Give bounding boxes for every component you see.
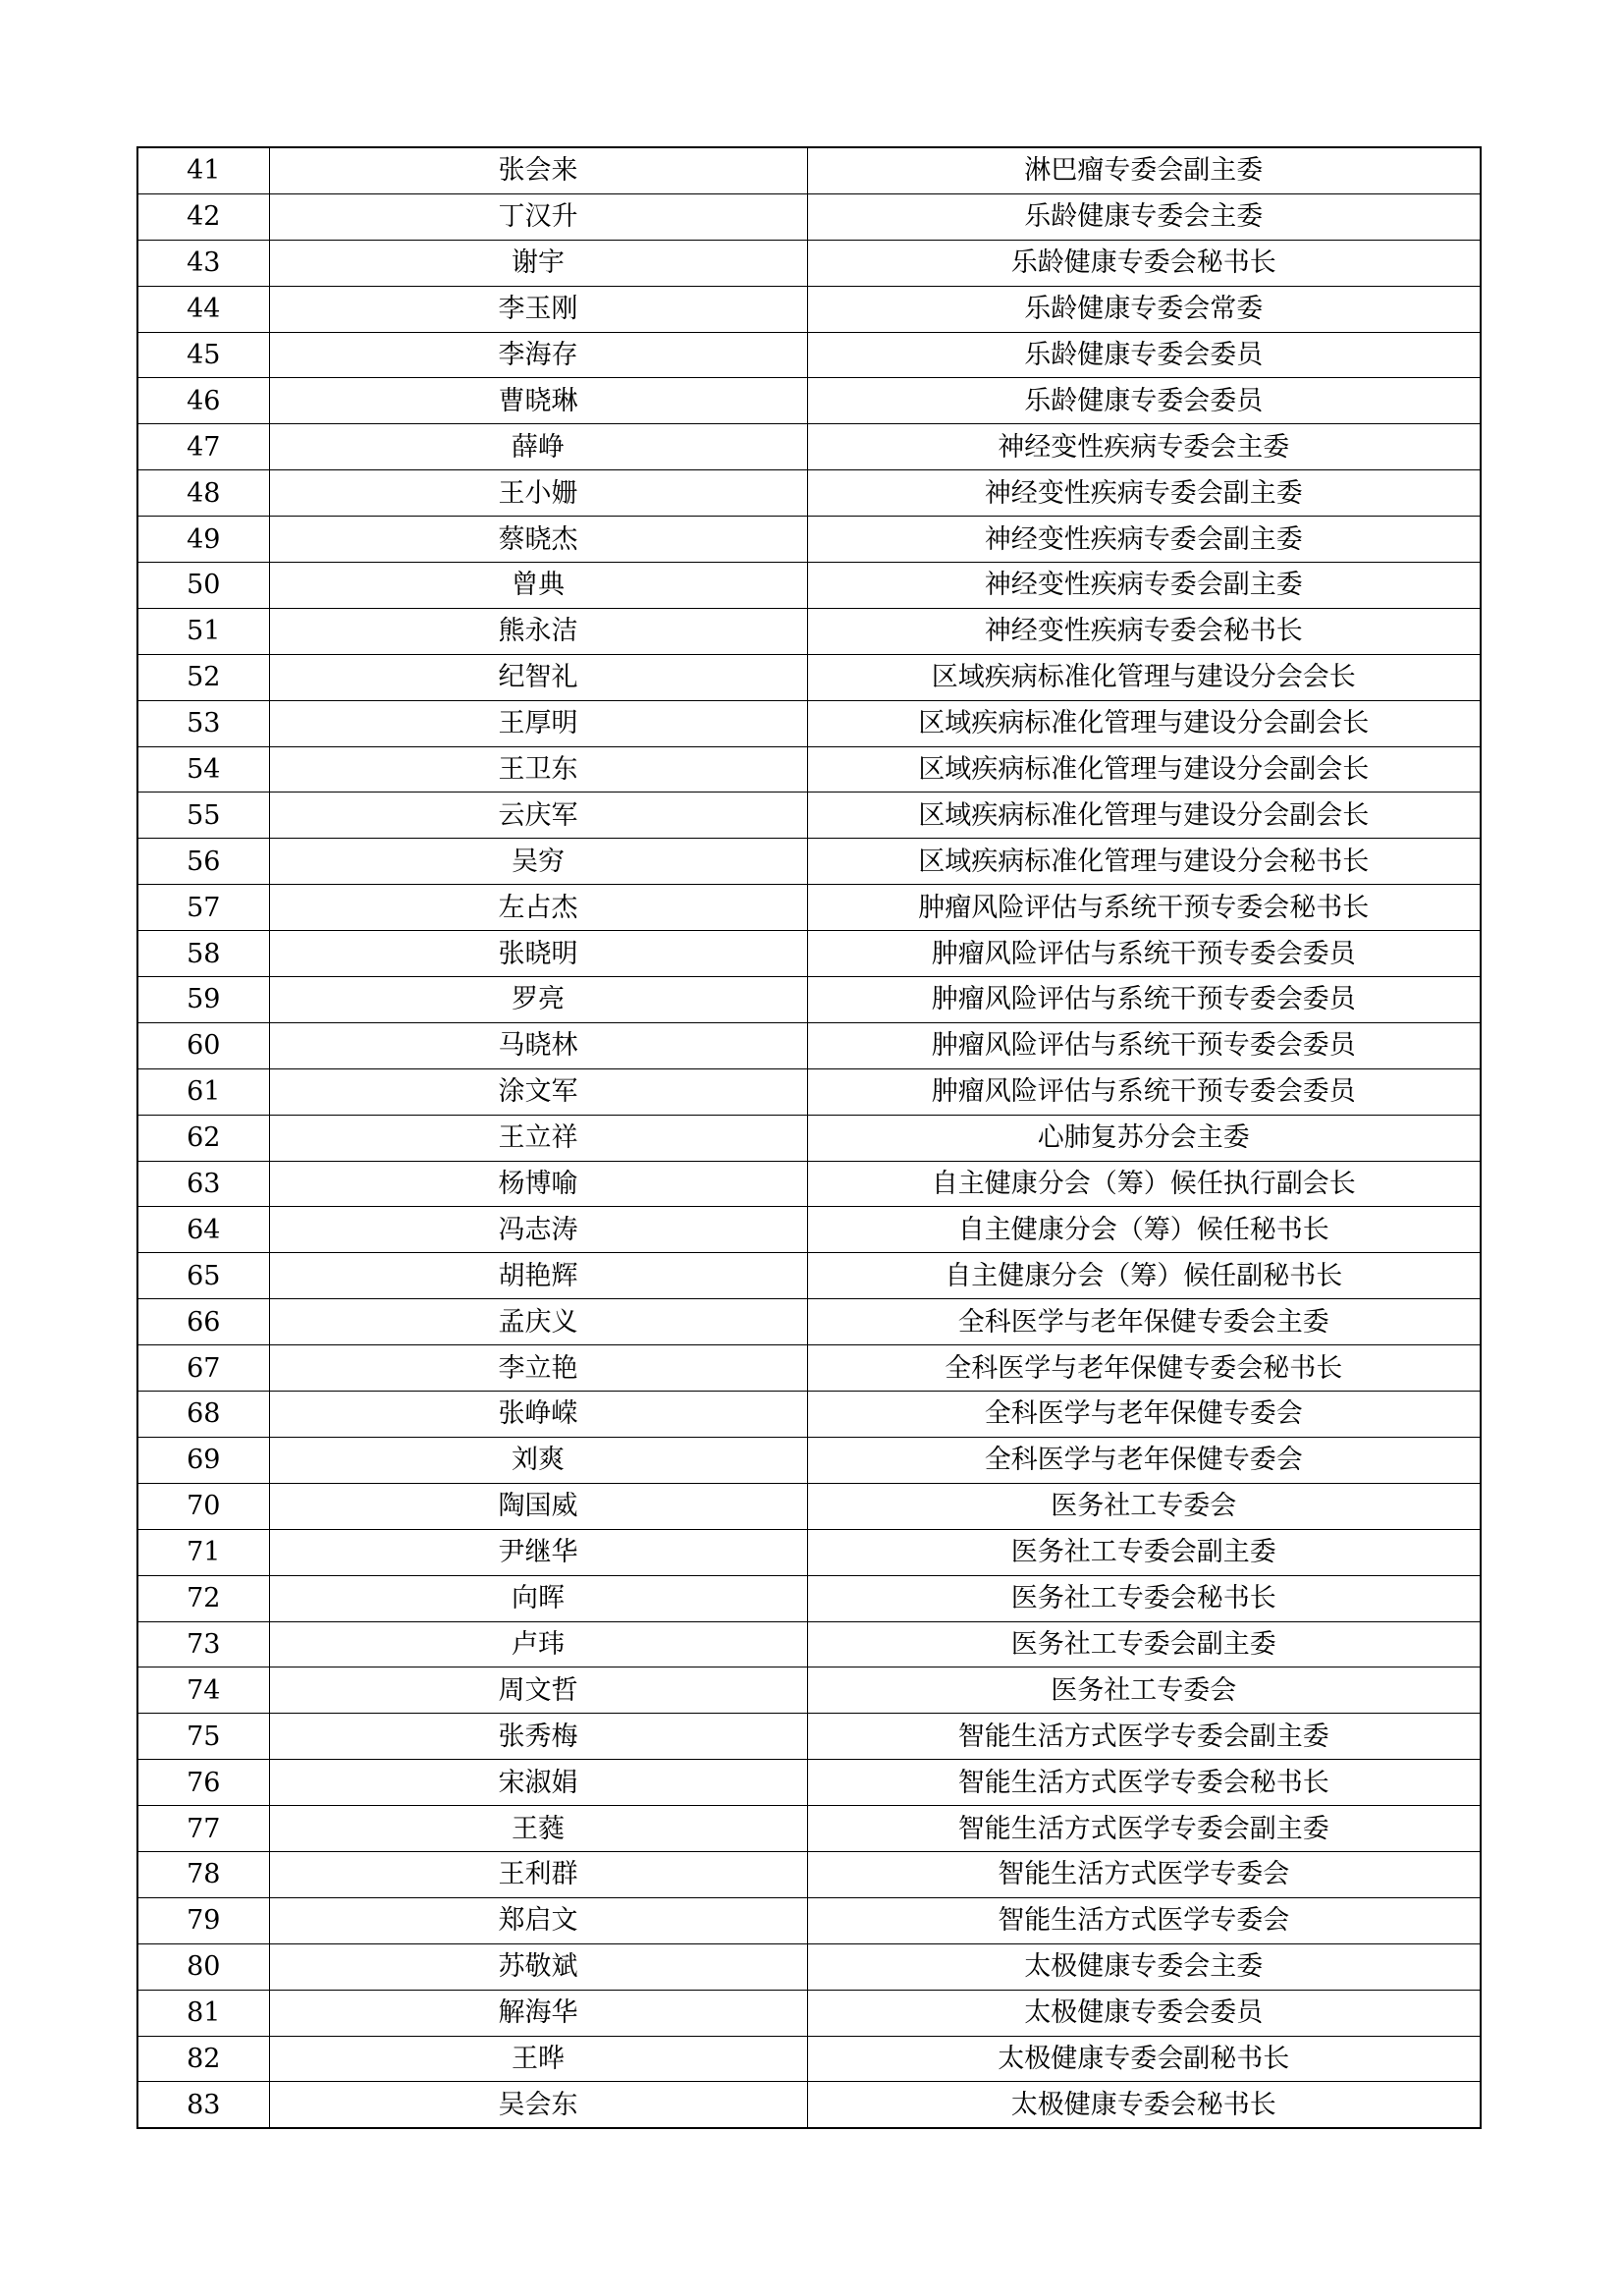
table-row [137, 1897, 1481, 1943]
member-name-cell: 李立艳 [269, 1345, 807, 1392]
member-role-cell: 智能生活方式医学专委会秘书长 [807, 1760, 1481, 1806]
member-name-cell: 郑启文 [269, 1897, 807, 1943]
table-row [137, 793, 1481, 839]
table-row [137, 1207, 1481, 1253]
member-role-cell: 乐龄健康专委会常委 [807, 286, 1481, 332]
member-role-cell: 乐龄健康专委会委员 [807, 378, 1481, 424]
table-row [137, 1851, 1481, 1897]
table-row [137, 1667, 1481, 1714]
row-number-cell: 41 [137, 147, 269, 193]
member-role-cell: 乐龄健康专委会委员 [807, 332, 1481, 378]
row-number-cell: 45 [137, 332, 269, 378]
member-name-cell: 吴穷 [269, 839, 807, 885]
member-name-cell: 苏敬斌 [269, 1943, 807, 1990]
member-name-cell: 王利群 [269, 1851, 807, 1897]
member-role-cell: 智能生活方式医学专委会副主委 [807, 1806, 1481, 1852]
table-row [137, 470, 1481, 517]
member-role-cell: 肿瘤风险评估与系统干预专委会秘书长 [807, 885, 1481, 931]
member-role-cell: 自主健康分会（筹）候任执行副会长 [807, 1161, 1481, 1207]
member-name-cell: 孟庆义 [269, 1299, 807, 1345]
table-row [137, 654, 1481, 700]
table-row [137, 1714, 1481, 1760]
table-row [137, 1806, 1481, 1852]
member-name-cell: 马晓林 [269, 1022, 807, 1068]
table-row [137, 240, 1481, 286]
member-role-cell: 心肺复苏分会主委 [807, 1115, 1481, 1161]
row-number-cell: 54 [137, 746, 269, 793]
table-row [137, 1161, 1481, 1207]
member-name-cell: 向晖 [269, 1575, 807, 1621]
member-table [136, 146, 1482, 2129]
table-row [137, 977, 1481, 1023]
row-number-cell: 47 [137, 424, 269, 470]
table-row [137, 286, 1481, 332]
row-number-cell: 80 [137, 1943, 269, 1990]
member-name-cell: 王立祥 [269, 1115, 807, 1161]
member-role-cell: 神经变性疾病专委会副主委 [807, 563, 1481, 609]
table-row [137, 1575, 1481, 1621]
table-row [137, 1253, 1481, 1299]
row-number-cell: 44 [137, 286, 269, 332]
member-role-cell: 自主健康分会（筹）候任副秘书长 [807, 1253, 1481, 1299]
table-row [137, 193, 1481, 240]
member-role-cell: 区域疾病标准化管理与建设分会秘书长 [807, 839, 1481, 885]
member-role-cell: 智能生活方式医学专委会 [807, 1897, 1481, 1943]
row-number-cell: 77 [137, 1806, 269, 1852]
row-number-cell: 64 [137, 1207, 269, 1253]
member-name-cell: 云庆军 [269, 793, 807, 839]
table-row [137, 1760, 1481, 1806]
row-number-cell: 76 [137, 1760, 269, 1806]
row-number-cell: 51 [137, 608, 269, 654]
member-name-cell: 吴会东 [269, 2082, 807, 2128]
row-number-cell: 48 [137, 470, 269, 517]
row-number-cell: 70 [137, 1483, 269, 1529]
member-name-cell: 丁汉升 [269, 193, 807, 240]
member-name-cell: 冯志涛 [269, 1207, 807, 1253]
row-number-cell: 52 [137, 654, 269, 700]
row-number-cell: 42 [137, 193, 269, 240]
table-row [137, 885, 1481, 931]
row-number-cell: 50 [137, 563, 269, 609]
row-number-cell: 56 [137, 839, 269, 885]
table-row [137, 700, 1481, 746]
table-row [137, 1437, 1481, 1483]
member-role-cell: 医务社工专委会副主委 [807, 1529, 1481, 1575]
member-name-cell: 王晔 [269, 2036, 807, 2082]
table-row [137, 1115, 1481, 1161]
member-role-cell: 自主健康分会（筹）候任秘书长 [807, 1207, 1481, 1253]
member-role-cell: 智能生活方式医学专委会副主委 [807, 1714, 1481, 1760]
member-role-cell: 神经变性疾病专委会秘书长 [807, 608, 1481, 654]
member-name-cell: 刘爽 [269, 1437, 807, 1483]
row-number-cell: 62 [137, 1115, 269, 1161]
member-role-cell: 区域疾病标准化管理与建设分会副会长 [807, 700, 1481, 746]
table-row [137, 563, 1481, 609]
table-row [137, 839, 1481, 885]
row-number-cell: 68 [137, 1392, 269, 1438]
table-row [137, 1621, 1481, 1667]
row-number-cell: 67 [137, 1345, 269, 1392]
table-row [137, 1068, 1481, 1115]
member-role-cell: 肿瘤风险评估与系统干预专委会委员 [807, 931, 1481, 977]
table-row [137, 1392, 1481, 1438]
member-name-cell: 李玉刚 [269, 286, 807, 332]
member-name-cell: 蔡晓杰 [269, 517, 807, 563]
member-role-cell: 全科医学与老年保健专委会 [807, 1392, 1481, 1438]
member-name-cell: 罗亮 [269, 977, 807, 1023]
member-role-cell: 智能生活方式医学专委会 [807, 1851, 1481, 1897]
row-number-cell: 79 [137, 1897, 269, 1943]
row-number-cell: 46 [137, 378, 269, 424]
table-row [137, 1990, 1481, 2036]
row-number-cell: 69 [137, 1437, 269, 1483]
member-role-cell: 肿瘤风险评估与系统干预专委会委员 [807, 1068, 1481, 1115]
member-name-cell: 杨博喻 [269, 1161, 807, 1207]
table-row [137, 332, 1481, 378]
row-number-cell: 43 [137, 240, 269, 286]
row-number-cell: 53 [137, 700, 269, 746]
member-name-cell: 陶国威 [269, 1483, 807, 1529]
row-number-cell: 83 [137, 2082, 269, 2128]
member-name-cell: 左占杰 [269, 885, 807, 931]
member-role-cell: 区域疾病标准化管理与建设分会副会长 [807, 793, 1481, 839]
member-name-cell: 王厚明 [269, 700, 807, 746]
member-name-cell: 周文哲 [269, 1667, 807, 1714]
member-role-cell: 淋巴瘤专委会副主委 [807, 147, 1481, 193]
member-table-body [137, 147, 1481, 2128]
row-number-cell: 66 [137, 1299, 269, 1345]
table-row [137, 2036, 1481, 2082]
member-role-cell: 乐龄健康专委会秘书长 [807, 240, 1481, 286]
member-name-cell: 张会来 [269, 147, 807, 193]
member-role-cell: 太极健康专委会委员 [807, 1990, 1481, 2036]
member-role-cell: 神经变性疾病专委会主委 [807, 424, 1481, 470]
row-number-cell: 59 [137, 977, 269, 1023]
member-role-cell: 乐龄健康专委会主委 [807, 193, 1481, 240]
row-number-cell: 81 [137, 1990, 269, 2036]
member-name-cell: 张峥嵘 [269, 1392, 807, 1438]
row-number-cell: 71 [137, 1529, 269, 1575]
table-row [137, 1022, 1481, 1068]
member-role-cell: 医务社工专委会秘书长 [807, 1575, 1481, 1621]
table-row [137, 1345, 1481, 1392]
row-number-cell: 72 [137, 1575, 269, 1621]
member-role-cell: 太极健康专委会秘书长 [807, 2082, 1481, 2128]
member-role-cell: 医务社工专委会 [807, 1483, 1481, 1529]
member-name-cell: 李海存 [269, 332, 807, 378]
member-role-cell: 神经变性疾病专委会副主委 [807, 470, 1481, 517]
row-number-cell: 82 [137, 2036, 269, 2082]
member-role-cell: 全科医学与老年保健专委会主委 [807, 1299, 1481, 1345]
member-name-cell: 曾典 [269, 563, 807, 609]
row-number-cell: 57 [137, 885, 269, 931]
row-number-cell: 78 [137, 1851, 269, 1897]
row-number-cell: 58 [137, 931, 269, 977]
member-name-cell: 王卫东 [269, 746, 807, 793]
table-row [137, 1299, 1481, 1345]
table-row [137, 424, 1481, 470]
member-name-cell: 纪智礼 [269, 654, 807, 700]
table-row [137, 378, 1481, 424]
member-name-cell: 张秀梅 [269, 1714, 807, 1760]
table-row [137, 1943, 1481, 1990]
member-role-cell: 全科医学与老年保健专委会秘书长 [807, 1345, 1481, 1392]
member-name-cell: 谢宇 [269, 240, 807, 286]
member-role-cell: 区域疾病标准化管理与建设分会会长 [807, 654, 1481, 700]
row-number-cell: 63 [137, 1161, 269, 1207]
member-name-cell: 宋淑娟 [269, 1760, 807, 1806]
row-number-cell: 65 [137, 1253, 269, 1299]
table-row [137, 931, 1481, 977]
member-role-cell: 太极健康专委会副秘书长 [807, 2036, 1481, 2082]
member-role-cell: 肿瘤风险评估与系统干预专委会委员 [807, 977, 1481, 1023]
row-number-cell: 61 [137, 1068, 269, 1115]
table-row [137, 1483, 1481, 1529]
row-number-cell: 49 [137, 517, 269, 563]
row-number-cell: 55 [137, 793, 269, 839]
member-role-cell: 区域疾病标准化管理与建设分会副会长 [807, 746, 1481, 793]
member-name-cell: 王蕤 [269, 1806, 807, 1852]
member-role-cell: 医务社工专委会 [807, 1667, 1481, 1714]
table-row [137, 1529, 1481, 1575]
member-role-cell: 全科医学与老年保健专委会 [807, 1437, 1481, 1483]
member-name-cell: 薛峥 [269, 424, 807, 470]
member-role-cell: 太极健康专委会主委 [807, 1943, 1481, 1990]
member-role-cell: 肿瘤风险评估与系统干预专委会委员 [807, 1022, 1481, 1068]
member-name-cell: 解海华 [269, 1990, 807, 2036]
table-row [137, 2082, 1481, 2128]
member-role-cell: 医务社工专委会副主委 [807, 1621, 1481, 1667]
member-name-cell: 曹晓琳 [269, 378, 807, 424]
member-name-cell: 尹继华 [269, 1529, 807, 1575]
member-name-cell: 熊永洁 [269, 608, 807, 654]
member-name-cell: 张晓明 [269, 931, 807, 977]
row-number-cell: 60 [137, 1022, 269, 1068]
row-number-cell: 73 [137, 1621, 269, 1667]
table-row [137, 608, 1481, 654]
member-name-cell: 涂文军 [269, 1068, 807, 1115]
table-row [137, 517, 1481, 563]
member-name-cell: 卢玮 [269, 1621, 807, 1667]
table-row [137, 147, 1481, 193]
member-name-cell: 王小姗 [269, 470, 807, 517]
member-role-cell: 神经变性疾病专委会副主委 [807, 517, 1481, 563]
row-number-cell: 75 [137, 1714, 269, 1760]
table-row [137, 746, 1481, 793]
row-number-cell: 74 [137, 1667, 269, 1714]
member-name-cell: 胡艳辉 [269, 1253, 807, 1299]
